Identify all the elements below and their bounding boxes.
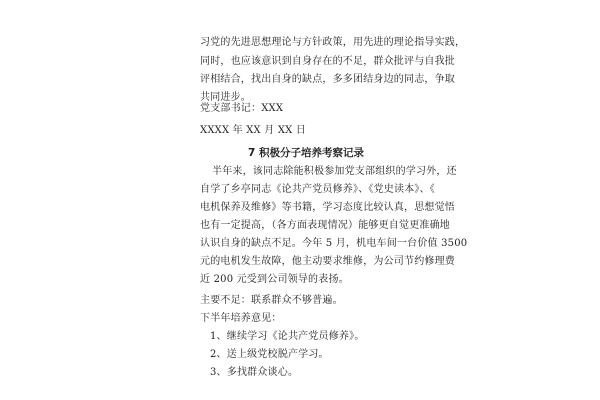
plan-item: 1、继续学习《论共产党员修养》。 bbox=[210, 331, 365, 342]
paragraph-line: 习党的先进思想理论与方针政策，用先进的理论指导实践， bbox=[200, 37, 466, 48]
paragraph-line: 半年来，该同志除能积极参加党支部组织的学习外，还 bbox=[212, 166, 457, 177]
secretary-signature: 党支部书记：XXX bbox=[200, 103, 284, 114]
shortcoming-line: 主要不足：联系群众不够普遍。 bbox=[200, 295, 343, 306]
paragraph-line: 认识自身的缺点不足。今年 5 月，机电车间一台价值 3500 bbox=[200, 238, 468, 249]
paragraph-line: 自学了乡亭同志《论共产党员修养》、《党史读本》、《 bbox=[200, 184, 435, 195]
plan-item: 3、多找群众谈心。 bbox=[210, 367, 299, 378]
paragraph-line: 电机保养及维修》等书籍，学习态度比较认真，思想觉悟 bbox=[200, 202, 455, 213]
paragraph-line: 元的电机发生故障，他主动要求维修，为公司节约修理费 bbox=[200, 256, 455, 267]
section-heading: 7 积极分子培养考察记录 bbox=[248, 147, 364, 159]
paragraph-line: 评相结合，找出自身的缺点，多多团结身边的同志，争取 bbox=[200, 74, 455, 85]
paragraph-line: 也有一定提高，（各方面表现情况）能够更自觉更准确地 bbox=[200, 220, 450, 231]
plan-title: 下半年培养意见： bbox=[200, 313, 282, 324]
date-line: XXXX 年 XX 月 XX 日 bbox=[200, 125, 307, 136]
paragraph-line: 近 200 元受到公司领导的表扬。 bbox=[200, 274, 349, 285]
paragraph-line: 共同进步。 bbox=[200, 92, 251, 103]
plan-item: 2、送上级党校脱产学习。 bbox=[210, 349, 329, 360]
paragraph-line: 同时，也应该意识到自身存在的不足，群众批评与自我批 bbox=[200, 56, 455, 67]
